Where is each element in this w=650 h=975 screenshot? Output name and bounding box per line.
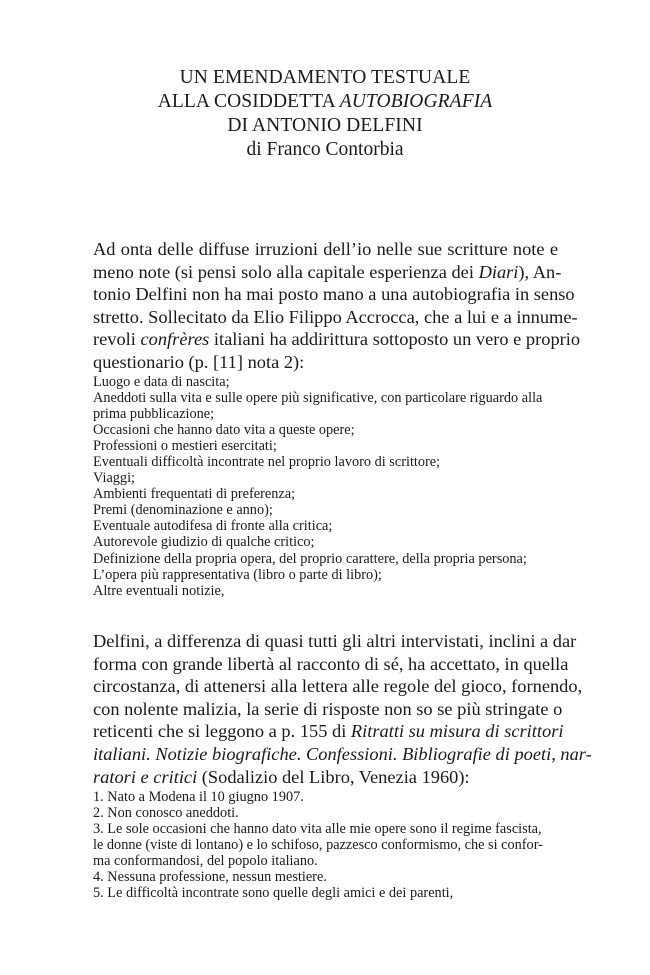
paragraph-line: forma con grande libertà al racconto di sé, ha accettato, in quella — [93, 653, 569, 674]
questionnaire-item: Luogo e data di nascita; — [93, 374, 230, 390]
questionnaire-item: Ambienti frequentati di preferenza; — [93, 486, 296, 503]
questionnaire-item: Aneddoti sulla vita e sulle opere più significative, con particolare riguardo alla — [93, 390, 543, 407]
questionnaire-item: Premi (denominazione e anno); — [93, 502, 273, 519]
italic-book-title: ratori e critici — [93, 766, 198, 787]
answer-line: 5. Le difficoltà incontrate sono quelle degli amici e dei parenti, — [93, 885, 454, 902]
italic-title-diari: Diari — [478, 261, 519, 282]
answer-line: ma conformandosi, del popolo italiano. — [93, 853, 318, 870]
italic-confreres: confrères — [140, 329, 210, 350]
paragraph-line: Ad onta delle diffuse irruzioni dell’io nelle sue scritture note e — [93, 239, 558, 259]
answer-line: 4. Nessuna professione, nessun mestiere. — [93, 869, 327, 886]
questionnaire-item: Viaggi; — [93, 470, 136, 487]
paragraph-line — [93, 766, 558, 789]
questionnaire-item: Eventuale autodifesa di fronte alla critica; — [93, 518, 333, 535]
questionnaire-item: Occasioni che hanno dato vita a queste opere; — [93, 422, 355, 439]
author-byline: di Franco Contorbia — [246, 139, 404, 160]
paragraph-1 — [93, 238, 581, 374]
questionnaire-item: Altre eventuali notizie, — [93, 582, 225, 599]
paragraph-line: stretto. Sollecitato da Elio Filippo Accrocca, che a lui e a innume- — [93, 306, 578, 327]
paragraph-line: Delfini, a differenza di quasi tutti gli altri intervistati, inclini a dar — [93, 631, 577, 651]
questionnaire-item: Professioni o mestieri esercitati; — [93, 438, 277, 455]
article-title-block — [0, 66, 650, 162]
answer-line: le donne (viste di lontano) e lo schifoso, pazzesco conformismo, che si confor- — [93, 837, 543, 854]
paragraph-line — [93, 743, 592, 766]
questionnaire-item: Autorevole giudizio di qualche critico; — [93, 534, 315, 551]
title-autobiografia: AUTOBIOGRAFIA — [339, 91, 493, 112]
answer-line: 3. Le sole occasioni che hanno dato vita alle mie opere sono il regime fascista, — [93, 821, 542, 838]
paragraph-line: circostanza, di attenersi alla lettera alle regole del gioco, fornendo, — [93, 676, 583, 697]
paragraph-line: questionario (p. [11] nota 2): — [93, 351, 305, 372]
title-line-1: UN EMENDAMENTO TESTUALE — [179, 67, 471, 88]
text-run: meno note (si pensi solo alla capitale esperienza dei — [93, 261, 479, 282]
title-line-3: DI ANTONIO DELFINI — [227, 115, 423, 136]
questionnaire-item: Definizione della propria opera, del proprio carattere, della propria persona; — [93, 550, 527, 567]
title-line-2-text: ALLA COSIDDETTA — [157, 91, 340, 112]
questionnaire-list — [93, 374, 563, 599]
text-run: revoli — [93, 329, 141, 350]
answers-list — [93, 789, 563, 901]
paragraph-line — [93, 328, 581, 351]
paragraph-line — [93, 261, 562, 284]
paragraph-2 — [93, 630, 592, 788]
text-run: reticenti che si leggono a p. 155 di — [93, 721, 351, 742]
answer-line: 1. Nato a Modena il 10 giugno 1907. — [93, 789, 304, 805]
text-run: italiani ha addirittura sottoposto un vero e proprio — [209, 329, 581, 350]
title-line-2 — [0, 90, 650, 114]
questionnaire-item: prima pubblicazione; — [93, 406, 215, 423]
answer-line: 2. Non conosco aneddoti. — [93, 805, 239, 822]
paragraph-line — [93, 720, 564, 743]
questionnaire-item: L’opera più rappresentativa (libro o parte di libro); — [93, 566, 382, 583]
italic-book-title: italiani. Notizie biografiche. Confessioni. Bibliografie di poeti, nar- — [93, 743, 592, 764]
italic-book-title: Ritratti su misura di scrittori — [350, 721, 564, 742]
questionnaire-item: Eventuali difficoltà incontrate nel proprio lavoro di scrittore; — [93, 454, 441, 471]
text-run: ), An- — [518, 261, 562, 282]
text-run: (Sodalizio del Libro, Venezia 1960): — [197, 766, 470, 787]
paragraph-line: tonio Delfini non ha mai posto mano a una autobiografia in senso — [93, 284, 575, 305]
paragraph-line: con nolente malizia, la serie di risposte non so se più stringate o — [93, 698, 563, 719]
